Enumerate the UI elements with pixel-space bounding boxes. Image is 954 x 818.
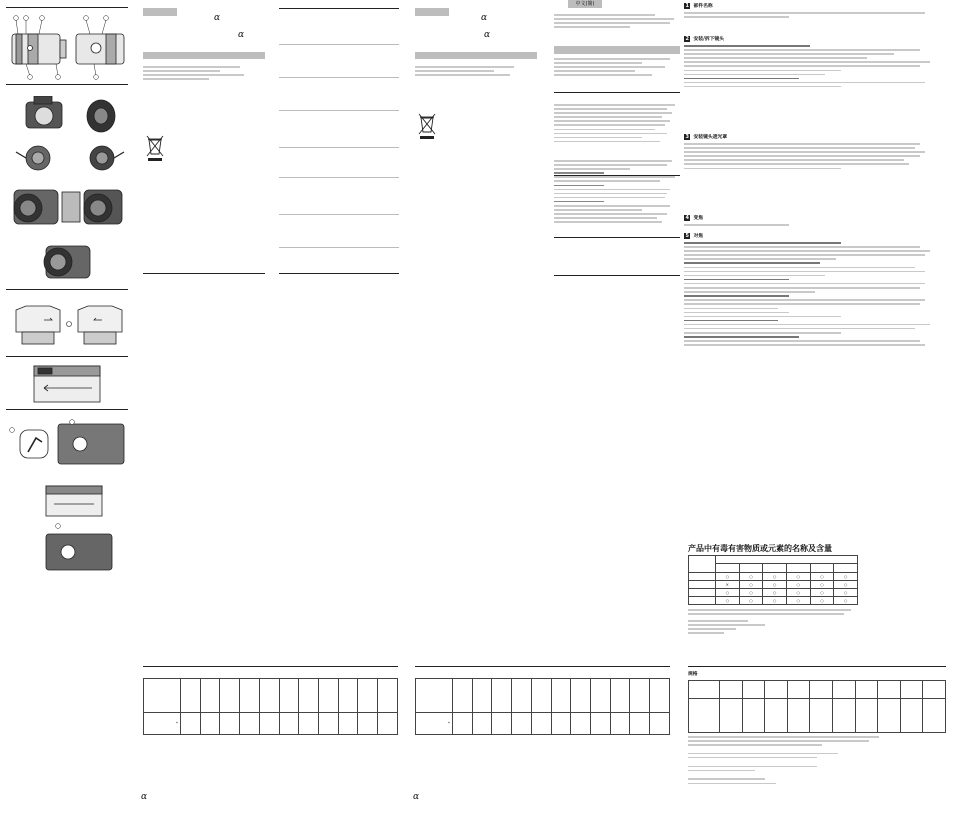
spec-notes <box>688 736 946 787</box>
alpha-symbol: α <box>214 13 221 23</box>
lang-tab-simplified[interactable]: 中文(簡) <box>554 0 682 8</box>
body-text <box>143 66 253 82</box>
lens-parts-figure <box>6 12 128 80</box>
table-footnote <box>688 609 858 617</box>
section-2 <box>684 35 946 90</box>
section-heading: 4 变焦 <box>685 215 704 221</box>
table-mark: * <box>144 713 181 735</box>
alpha-symbol: α <box>413 792 420 802</box>
alpha-symbol: α <box>484 30 491 40</box>
section-3 <box>684 133 946 172</box>
section-heading: 5 对焦 <box>685 233 704 239</box>
lang-tab[interactable] <box>414 0 448 8</box>
warning-text <box>554 58 680 78</box>
section-heading: 3 安装镜头遮光罩 <box>685 134 728 140</box>
spec-title: 规格 <box>688 672 698 677</box>
section-heading: 1 部件名称 <box>685 3 713 9</box>
focus-mode-figure <box>6 416 128 576</box>
hazard-table-title: 产品中有毒有害物质或元素的名称及含量 <box>688 544 832 553</box>
section-4 <box>684 214 946 228</box>
alpha-symbol: α <box>238 30 245 40</box>
zoom-ring-figure <box>6 362 128 406</box>
section-heading: 2 安装/拆下镜头 <box>685 36 725 42</box>
table-mark: * <box>416 713 453 735</box>
precautions-text <box>554 104 680 145</box>
weee-bin-icon <box>417 112 437 140</box>
spec-table-simplified <box>143 678 398 735</box>
mount-lens-figure <box>6 96 128 284</box>
alpha-symbol: α <box>141 792 148 802</box>
spec-table-traditional <box>415 678 670 735</box>
manufacturer-info <box>688 620 808 636</box>
section-1 <box>684 2 946 20</box>
intro-paragraph <box>554 14 680 30</box>
section-5 <box>684 232 946 348</box>
lens-hood-figure <box>6 296 128 352</box>
notes-text <box>554 160 680 226</box>
weee-bin-icon <box>145 134 165 162</box>
spec-table <box>688 680 946 733</box>
hazard-substance-table: ○ ○ ○ ○ ○ ○ × ○ ○ ○ ○ ○ ○ ○ ○ ○ ○ ○ ○ ○ ○ ○ ○ ○ <box>688 555 858 605</box>
alpha-symbol: α <box>481 13 488 23</box>
body-text <box>415 66 525 78</box>
